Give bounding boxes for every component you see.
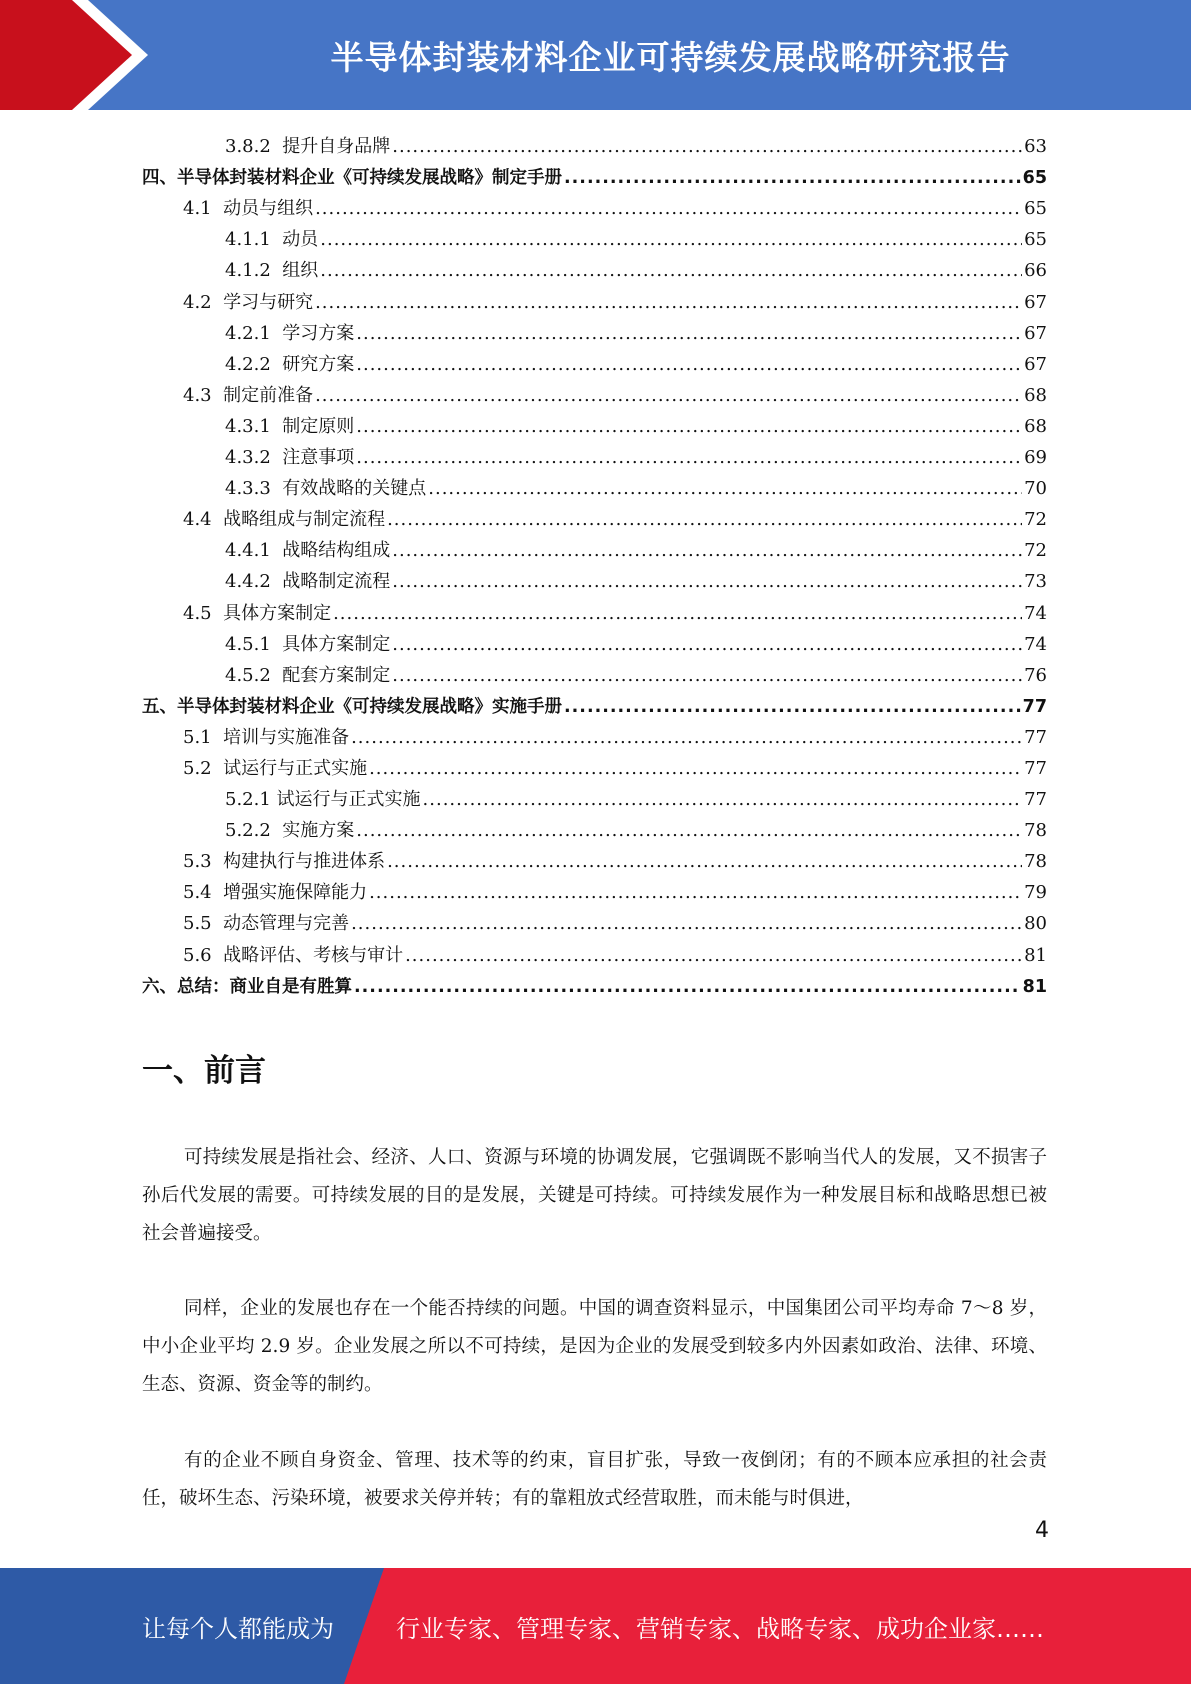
toc-entry[interactable] (142, 345, 1047, 376)
toc-entry-title: 5.1 培训与实施准备 (183, 726, 350, 748)
toc-entry-page: 63 (1024, 136, 1047, 158)
toc-entry[interactable] (142, 904, 1047, 935)
toc-leader-dots (392, 136, 1022, 158)
toc-entry[interactable] (142, 531, 1047, 562)
toc-entry-page: 72 (1024, 540, 1047, 562)
section-title: 一、前言 (142, 1053, 266, 1089)
toc-leader-dots (356, 447, 1022, 469)
toc-entry-page: 70 (1024, 478, 1047, 500)
toc-entry-page: 68 (1024, 415, 1047, 437)
toc-leader-dots (333, 603, 1022, 625)
toc-entry-title: 5.6 战略评估、考核与审计 (183, 944, 404, 966)
footer-slogan-left: 让每个人都能成为 (142, 1614, 334, 1643)
toc-entry[interactable] (142, 687, 1047, 718)
toc-entry[interactable] (142, 718, 1047, 749)
toc-entry[interactable] (142, 282, 1047, 313)
toc-leader-dots (387, 851, 1022, 873)
toc-entry[interactable] (142, 935, 1047, 966)
toc-entry[interactable] (142, 967, 1047, 998)
table-of-contents (142, 127, 1047, 998)
toc-entry-page: 77 (1022, 696, 1047, 717)
toc-leader-dots (564, 696, 1021, 718)
toc-leader-dots (356, 820, 1022, 842)
toc-leader-dots (387, 509, 1022, 531)
toc-entry-page: 77 (1024, 757, 1047, 779)
toc-leader-dots (315, 198, 1022, 220)
toc-entry-page: 69 (1024, 447, 1047, 469)
toc-entry[interactable] (142, 407, 1047, 438)
toc-entry[interactable] (142, 220, 1047, 251)
red-chevron-icon (0, 0, 160, 110)
toc-leader-dots (405, 945, 1022, 967)
toc-entry-title: 4.2 学习与研究 (183, 291, 314, 313)
toc-leader-dots (392, 571, 1022, 593)
page-footer (0, 1568, 1191, 1684)
toc-entry-title: 4.5.2 配套方案制定 (225, 664, 391, 686)
toc-entry-title: 5.3 构建执行与推进体系 (183, 851, 386, 873)
toc-entry-page: 67 (1024, 353, 1047, 375)
toc-entry-page: 74 (1024, 602, 1047, 624)
toc-entry[interactable] (142, 780, 1047, 811)
footer-slogan-right: 行业专家、管理专家、营销专家、战略专家、成功企业家…… (396, 1614, 1044, 1643)
toc-entry-title: 4.5.1 具体方案制定 (225, 633, 391, 655)
toc-entry-title: 四、半导体封装材料企业《可持续发展战略》制定手册 (142, 168, 562, 189)
toc-leader-dots (356, 323, 1022, 345)
toc-leader-dots (369, 882, 1022, 904)
toc-entry-page: 65 (1024, 198, 1047, 220)
toc-entry-title: 4.3 制定前准备 (183, 384, 314, 406)
toc-entry[interactable] (142, 376, 1047, 407)
toc-leader-dots (423, 789, 1023, 811)
toc-entry-title: 4.4.1 战略结构组成 (225, 540, 391, 562)
toc-leader-dots (320, 229, 1022, 251)
toc-entry-page: 67 (1024, 322, 1047, 344)
toc-entry[interactable] (142, 562, 1047, 593)
paragraph: 可持续发展是指社会、经济、人口、资源与环境的协调发展，它强调既不影响当代人的发展，又不损害子孙后代发展的需要。可持续发展的目的是发展，关键是可持续。可持续发展作为一种发展目标和战略思想已被社会普遍接受。 (142, 1147, 1047, 1244)
toc-entry-title: 4.3.3 有效战略的关键点 (225, 478, 427, 500)
toc-entry-title: 4.3.1 制定原则 (225, 415, 355, 437)
toc-entry[interactable] (142, 656, 1047, 687)
toc-entry-title: 五、半导体封装材料企业《可持续发展战略》实施手册 (142, 696, 562, 717)
toc-leader-dots (320, 260, 1022, 282)
page-header (0, 0, 1191, 110)
toc-entry[interactable] (142, 314, 1047, 345)
toc-entry[interactable] (142, 593, 1047, 624)
paragraph: 同样，企业的发展也存在一个能否持续的问题。中国的调查资料显示，中国集团公司平均寿命 7～8 岁，中小企业平均 2.9 岁。企业发展之所以不可持续，是因为企业的发展受到较多内外因素如政治、法律、环境、生态、资源、资金等的制约。 (142, 1298, 1047, 1395)
toc-leader-dots (356, 416, 1022, 438)
toc-entry-title: 5.4 增强实施保障能力 (183, 882, 368, 904)
toc-leader-dots (564, 167, 1021, 189)
toc-entry-page: 72 (1024, 509, 1047, 531)
toc-leader-dots (315, 292, 1022, 314)
toc-entry-title: 4.1.2 组织 (225, 260, 319, 282)
toc-leader-dots (315, 385, 1022, 407)
page-number: 4 (1035, 1518, 1049, 1543)
toc-entry-title: 4.5 具体方案制定 (183, 602, 332, 624)
toc-leader-dots (354, 976, 1021, 998)
toc-leader-dots (351, 727, 1022, 749)
paragraph: 有的企业不顾自身资金、管理、技术等的约束，盲目扩张，导致一夜倒闭；有的不顾本应承担的社会责任，破坏生态、污染环境，被要求关停并转；有的靠粗放式经营取胜，而未能与时俱进， (142, 1450, 1047, 1509)
toc-entry[interactable] (142, 438, 1047, 469)
toc-entry-title: 5.2.2 实施方案 (225, 820, 355, 842)
toc-entry-title: 4.2.1 学习方案 (225, 322, 355, 344)
toc-entry-title: 4.4 战略组成与制定流程 (183, 509, 386, 531)
toc-leader-dots (392, 665, 1022, 687)
toc-entry[interactable] (142, 251, 1047, 282)
toc-leader-dots (356, 354, 1022, 376)
toc-entry-page: 77 (1024, 789, 1047, 811)
toc-entry-page: 77 (1024, 726, 1047, 748)
toc-entry[interactable] (142, 158, 1047, 189)
toc-entry-title: 4.1.1 动员 (225, 229, 319, 251)
toc-entry[interactable] (142, 500, 1047, 531)
toc-entry-page: 66 (1024, 260, 1047, 282)
toc-entry[interactable] (142, 625, 1047, 656)
toc-entry-title: 5.2.1 试运行与正式实施 (225, 789, 421, 811)
toc-entry[interactable] (142, 127, 1047, 158)
toc-leader-dots (392, 634, 1022, 656)
toc-entry-page: 74 (1024, 633, 1047, 655)
toc-entry-title: 3.8.2 提升自身品牌 (225, 136, 391, 158)
toc-leader-dots (392, 540, 1022, 562)
toc-entry-title: 4.4.2 战略制定流程 (225, 571, 391, 593)
toc-entry[interactable] (142, 873, 1047, 904)
toc-leader-dots (351, 913, 1022, 935)
toc-entry-page: 78 (1024, 820, 1047, 842)
toc-entry-page: 73 (1024, 571, 1047, 593)
toc-entry-title: 4.3.2 注意事项 (225, 447, 355, 469)
toc-entry-title: 4.1 动员与组织 (183, 198, 314, 220)
toc-leader-dots (428, 478, 1022, 500)
toc-entry[interactable] (142, 469, 1047, 500)
toc-entry[interactable] (142, 811, 1047, 842)
toc-entry[interactable] (142, 842, 1047, 873)
toc-entry-page: 81 (1022, 976, 1047, 997)
toc-entry-page: 65 (1024, 229, 1047, 251)
toc-entry-page: 65 (1022, 168, 1047, 189)
toc-entry-title: 4.2.2 研究方案 (225, 353, 355, 375)
toc-entry-page: 80 (1024, 913, 1047, 935)
toc-entry[interactable] (142, 189, 1047, 220)
toc-entry-title: 5.2 试运行与正式实施 (183, 757, 368, 779)
toc-entry-page: 78 (1024, 851, 1047, 873)
toc-entry-title: 5.5 动态管理与完善 (183, 913, 350, 935)
toc-entry-title: 六、总结：商业自是有胜算 (142, 976, 352, 997)
toc-entry-page: 81 (1024, 944, 1047, 966)
toc-entry-page: 68 (1024, 384, 1047, 406)
toc-leader-dots (369, 758, 1022, 780)
toc-entry-page: 79 (1024, 882, 1047, 904)
toc-entry-page: 76 (1024, 664, 1047, 686)
report-title: 半导体封装材料企业可持续发展战略研究报告 (330, 37, 1011, 77)
toc-entry-page: 67 (1024, 291, 1047, 313)
toc-entry[interactable] (142, 749, 1047, 780)
